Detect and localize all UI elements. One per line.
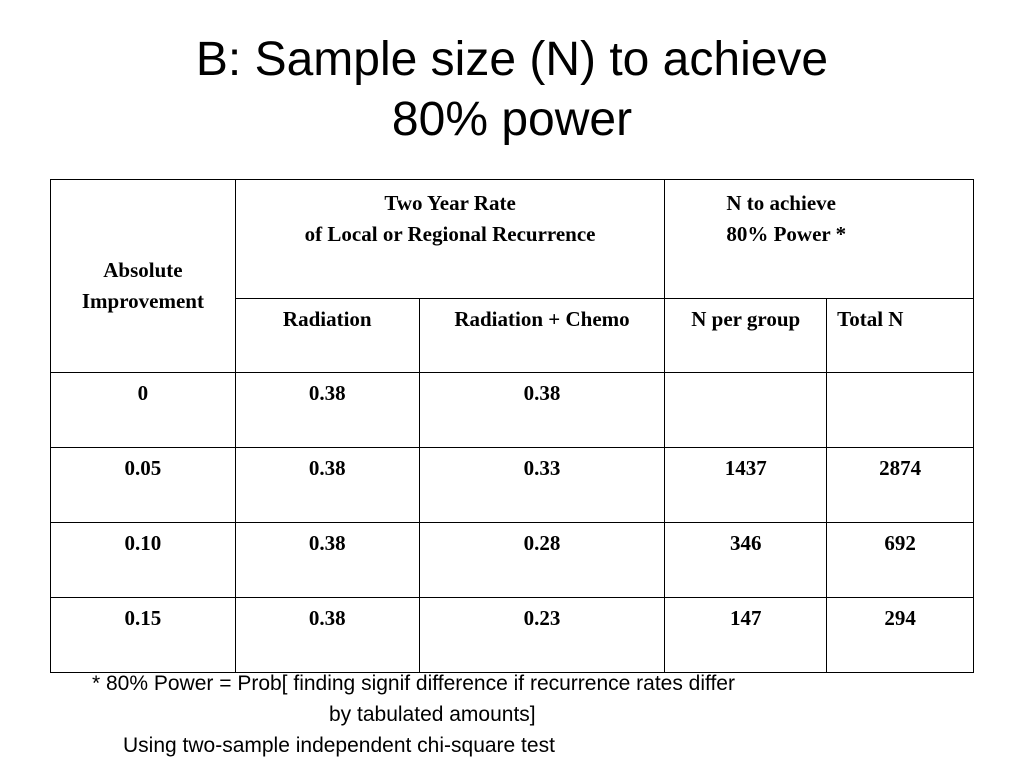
- footnote-line-1: * 80% Power = Prob[ finding signif difference if recurrence rates differ: [92, 672, 735, 695]
- footnote: [0, 668, 1024, 761]
- cell-total-n: 294: [827, 598, 974, 673]
- cell-absolute-improvement: 0: [51, 373, 236, 448]
- footnote-line-2: by tabulated amounts]: [329, 703, 536, 726]
- header-n-achieve-line-2: 80% Power *: [726, 222, 847, 246]
- cell-radiation: 0.38: [235, 598, 419, 673]
- header-two-year-line-2: of Local or Regional Recurrence: [304, 222, 596, 246]
- cell-n-per-group: 346: [665, 523, 827, 598]
- slide-title-line-2: 80% power: [391, 93, 633, 146]
- cell-radiation: 0.38: [235, 448, 419, 523]
- header-two-year-line-1: Two Year Rate: [384, 191, 516, 215]
- subheader-radiation: Radiation: [235, 299, 419, 373]
- table-row: [51, 598, 974, 673]
- sample-size-table: [50, 179, 974, 673]
- cell-n-per-group: [665, 373, 827, 448]
- cell-total-n: 692: [827, 523, 974, 598]
- header-n-achieve-line-1: N to achieve: [726, 191, 836, 215]
- subheader-radiation-chemo: Radiation + Chemo: [419, 299, 665, 373]
- cell-radiation-chemo: 0.38: [419, 373, 665, 448]
- cell-absolute-improvement: 0.10: [51, 523, 236, 598]
- subheader-n-per-group: N per group: [665, 299, 827, 373]
- footnote-line-3: Using two-sample independent chi-square test: [123, 734, 555, 757]
- cell-absolute-improvement: 0.15: [51, 598, 236, 673]
- cell-radiation-chemo: 0.28: [419, 523, 665, 598]
- table-row: [51, 373, 974, 448]
- header-two-year-rate: [235, 180, 664, 299]
- header-absolute-line-2: Improvement: [81, 289, 204, 313]
- slide-title: [0, 30, 1024, 150]
- cell-n-per-group: 1437: [665, 448, 827, 523]
- cell-radiation: 0.38: [235, 373, 419, 448]
- cell-absolute-improvement: 0.05: [51, 448, 236, 523]
- cell-total-n: [827, 373, 974, 448]
- header-row-1: [51, 180, 974, 299]
- cell-radiation-chemo: 0.23: [419, 598, 665, 673]
- cell-n-per-group: 147: [665, 598, 827, 673]
- slide-title-line-1: B: Sample size (N) to achieve: [195, 33, 829, 86]
- header-absolute-improvement: [51, 180, 236, 373]
- subheader-total-n: Total N: [827, 299, 974, 373]
- table-row: [51, 523, 974, 598]
- cell-total-n: 2874: [827, 448, 974, 523]
- table-row: [51, 448, 974, 523]
- header-absolute-line-1: Absolute: [103, 258, 183, 282]
- cell-radiation-chemo: 0.33: [419, 448, 665, 523]
- header-n-to-achieve: [665, 180, 974, 299]
- cell-radiation: 0.38: [235, 523, 419, 598]
